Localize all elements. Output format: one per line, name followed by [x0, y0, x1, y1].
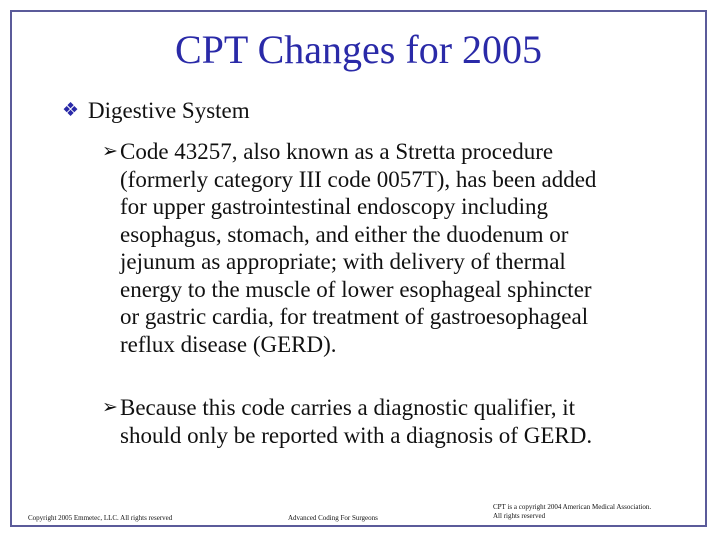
footer-cpt-notice — [493, 503, 651, 521]
subbullet-line: energy to the muscle of lower esophageal sphincter — [120, 276, 592, 302]
bullet-label: Digestive System — [88, 98, 250, 123]
subbullet-line: for upper gastrointestinal endoscopy including — [120, 194, 548, 219]
arrow-icon: ➢ — [102, 141, 118, 162]
subbullet-line: Code 43257, also known as a Stretta procedure — [120, 139, 554, 164]
footer-cpt-line2: All rights reserved — [493, 512, 546, 520]
footer-copyright: Copyright 2005 Emmetec, LLC. All rights reserved — [28, 514, 173, 522]
subbullet-line: jejunum as appropriate; with delivery of thermal — [120, 249, 566, 274]
subbullet-line: Because this code carries a diagnostic qualifier, it — [120, 395, 576, 420]
bullet-digestive-system — [62, 97, 250, 125]
slide-title: CPT Changes for 2005 — [174, 27, 543, 72]
subbullet-line: (formerly category III code 0057T), has been added — [120, 166, 597, 192]
diamond-cluster-icon: ❖ — [62, 100, 80, 121]
subbullet-line: esophagus, stomach, and either the duodenum or — [120, 221, 569, 247]
subbullet-line: or gastric cardia, for treatment of gastroesophageal — [120, 304, 589, 329]
subbullet-line: should only be reported with a diagnosis of GERD. — [120, 422, 593, 448]
arrow-icon: ➢ — [102, 397, 118, 418]
footer-course-title: Advanced Coding For Surgeons — [288, 514, 378, 522]
subbullet-code-43257 — [102, 138, 596, 358]
footer-cpt-line1: CPT is a copyright 2004 American Medical Association. — [493, 503, 652, 511]
subbullet-line: reflux disease (GERD). — [120, 331, 337, 357]
subbullet-diagnostic-qualifier — [102, 394, 592, 449]
